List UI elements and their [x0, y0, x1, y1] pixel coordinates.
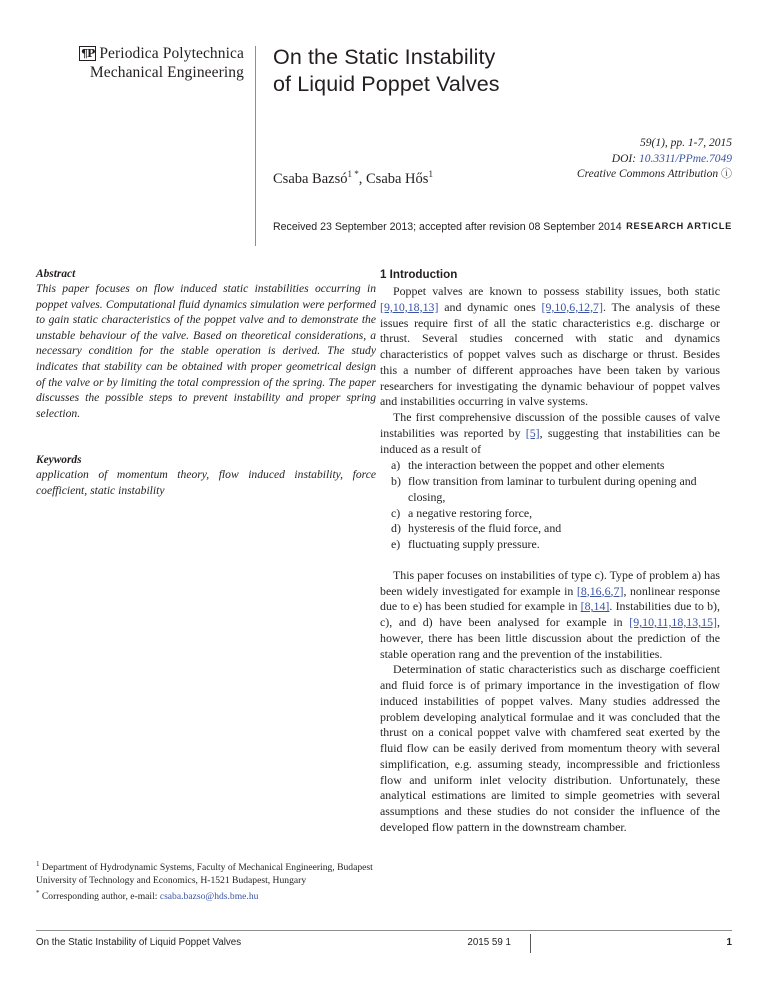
list-marker: c) — [391, 505, 401, 520]
footer-issue-info: 2015 59 1 — [467, 937, 511, 948]
left-column — [36, 268, 376, 499]
keywords-section — [36, 454, 376, 498]
intro-p3-part-a: This paper focuses on instabilities of type c). Type of problem a) has been widely investigated for example in — [380, 567, 720, 598]
footer-vertical-rule — [530, 934, 531, 953]
citation-ref-8-14[interactable]: [8,14] — [580, 599, 610, 614]
citation-ref-9-10-18-13[interactable]: [9,10,18,13] — [380, 299, 439, 314]
list-item-text: fluctuating supply pressure. — [408, 537, 540, 551]
author-first-affiliation-marker: 1 * — [347, 169, 359, 179]
paper-header — [36, 44, 732, 246]
doi-link[interactable]: 10.3311/PPme.7049 — [638, 152, 732, 165]
citation-ref-9-10-11-18-13-15[interactable]: [9,10,11,18,13,15] — [629, 615, 718, 629]
list-item-text: flow transition from laminar to turbulent during opening and closing, — [408, 474, 697, 504]
journal-name — [36, 44, 244, 82]
intro-p2-part-a: The first comprehensive discussion of the possible causes of valve instabilities was reported by — [380, 410, 720, 440]
list-marker: d) — [391, 521, 401, 536]
list-item — [380, 458, 720, 474]
abstract-heading: Abstract — [36, 268, 76, 280]
footnote-block — [36, 858, 381, 904]
keywords-heading: Keywords — [36, 454, 82, 467]
corresponding-author-footnote — [36, 887, 381, 904]
citation-ref-8-16-6-7[interactable]: [8,16,6,7] — [576, 583, 624, 598]
abstract-section — [36, 268, 376, 421]
author-separator: , Csaba Hős — [358, 170, 429, 187]
journal-branding — [36, 44, 244, 82]
page-title — [273, 44, 732, 98]
header-vertical-rule — [255, 46, 256, 246]
received-accepted-dates: Received 23 September 2013; accepted after revision 08 September 2014 — [273, 221, 622, 233]
footer-running-title: On the Static Instability of Liquid Poppet Valves — [36, 937, 242, 948]
affiliation-marker: 1 — [36, 860, 40, 868]
author-list — [273, 169, 732, 188]
right-column — [380, 268, 720, 836]
keywords-body: application of momentum theory, flow induced instability, force coefficient, static instability — [36, 468, 376, 497]
journal-name-line1: Periodica Polytechnica — [99, 45, 244, 62]
article-type-label: RESEARCH ARTICLE — [626, 221, 732, 231]
periodica-polytechnica-logo-icon: ¶P — [81, 47, 95, 60]
introduction-paragraph-2 — [380, 410, 720, 457]
volume-issue-pages: 59(1), pp. 1-7, 2015 — [640, 137, 732, 149]
corresponding-author-marker: * — [36, 889, 40, 898]
intro-p2-part-b: , suggesting that instabilities can be induced as a result of — [380, 425, 720, 456]
list-item — [380, 506, 720, 522]
list-item-text: a negative restoring force, — [408, 505, 533, 520]
license-label: Creative Commons Attribution — [576, 168, 719, 180]
affiliation-footnote — [36, 858, 381, 887]
corresponding-author-label: Corresponding author, e-mail: — [39, 891, 160, 903]
citation-ref-9-10-6-12-7[interactable]: [9,10,6,12,7] — [541, 299, 603, 314]
list-item — [380, 537, 720, 553]
list-item-text: hysteresis of the fluid force, and — [408, 521, 562, 536]
title-block — [273, 44, 732, 98]
footer-horizontal-rule — [36, 930, 732, 931]
intro-p1-part-b: and dynamic ones — [438, 299, 542, 314]
doi-line — [524, 152, 732, 168]
page-footer — [36, 937, 732, 955]
list-item — [380, 521, 720, 537]
list-marker: e) — [391, 537, 401, 551]
introduction-paragraph-3 — [380, 568, 720, 663]
list-marker: a) — [391, 458, 401, 473]
list-item-text: the interaction between the poppet and other elements — [408, 458, 665, 473]
introduction-heading: 1 Introduction — [380, 268, 458, 281]
list-item — [380, 474, 720, 506]
introduction-paragraph-4: Determination of static characteristics such as discharge coefficient and fluid force is of primary importance in the investigation of flow induced instabilities of poppet valves. Many studies addressed the problem developing analytical formulae and it was concluded that the thrust on a conical poppet valve with chamfered seat exerted by the fluid flow can be easily derived from momentum theory with several simplification, e.g. assuming steady, incompressible and frictionless flow and uniform inlet velocity distribution. Unfortunately, these analytical estimations are limited to simple geometries with several assumptions and these studies do not consider the influence of the developed flow pattern in the downstream chamber. — [380, 662, 720, 834]
corresponding-author-email-link[interactable]: csaba.bazso@hds.bme.hu — [159, 891, 259, 903]
citation-ref-5[interactable]: [5] — [525, 425, 540, 440]
title-line-1: On the Static Instability — [273, 45, 496, 69]
introduction-paragraph-1 — [380, 284, 720, 410]
journal-name-line2: Mechanical Engineering — [89, 64, 244, 81]
author-second-affiliation-marker: 1 — [428, 169, 433, 179]
affiliation-text: Department of Hydrodynamic Systems, Faculty of Mechanical Engineering, Budapest University of Technology and Economics, H-1521 Budapest, Hungary — [36, 862, 373, 886]
abstract-body: This paper focuses on flow induced static instabilities occurring in poppet valves. Computational fluid dynamics simulation were performed to gain static characteristics of the poppet valve and to demonstrate the unstable behaviour of the valve. Based on theoretical considerations, a necessary condition for the stable operation is derived. The study indicates that stability can be obtained with proper geometrical design of the valve or by limiting the total compression of the spring. The paper discusses the possible steps to prevent instability and proper spring selection. — [36, 282, 376, 420]
list-marker: b) — [391, 474, 401, 488]
intro-p3-part-d: , however, there has been little discussion about the prediction of the stable operation rang and the prevention of the instabilities. — [380, 615, 720, 661]
instability-causes-list — [380, 458, 720, 553]
intro-p3-part-b: , nonlinear response due to e) has been studied for example in — [380, 583, 720, 614]
doi-label: DOI: — [611, 152, 637, 165]
footer-page-number: 1 — [726, 937, 732, 948]
author-first: Csaba Bazsó — [273, 170, 348, 187]
creative-commons-icon: ⓘ — [721, 168, 732, 180]
intro-p1-part-a: Poppet valves are known to possess stability issues, both static — [393, 284, 720, 298]
title-line-2: of Liquid Poppet Valves — [273, 72, 500, 96]
intro-p3-part-c: . Instabilities due to b), c), and d) have been analysed for example in — [380, 599, 720, 629]
intro-p1-part-c: . The analysis of these issues require first of all the static characteristics e.g. discharge or thrust. Several studies concerned with static and dynamics characteristics of poppet valves such as discharge or thrust. Besides this a number of different approaches have been taken by various researchers for investigating the dynamic behaviour of poppet valves and instabilities occurring in valve systems. — [380, 299, 720, 409]
